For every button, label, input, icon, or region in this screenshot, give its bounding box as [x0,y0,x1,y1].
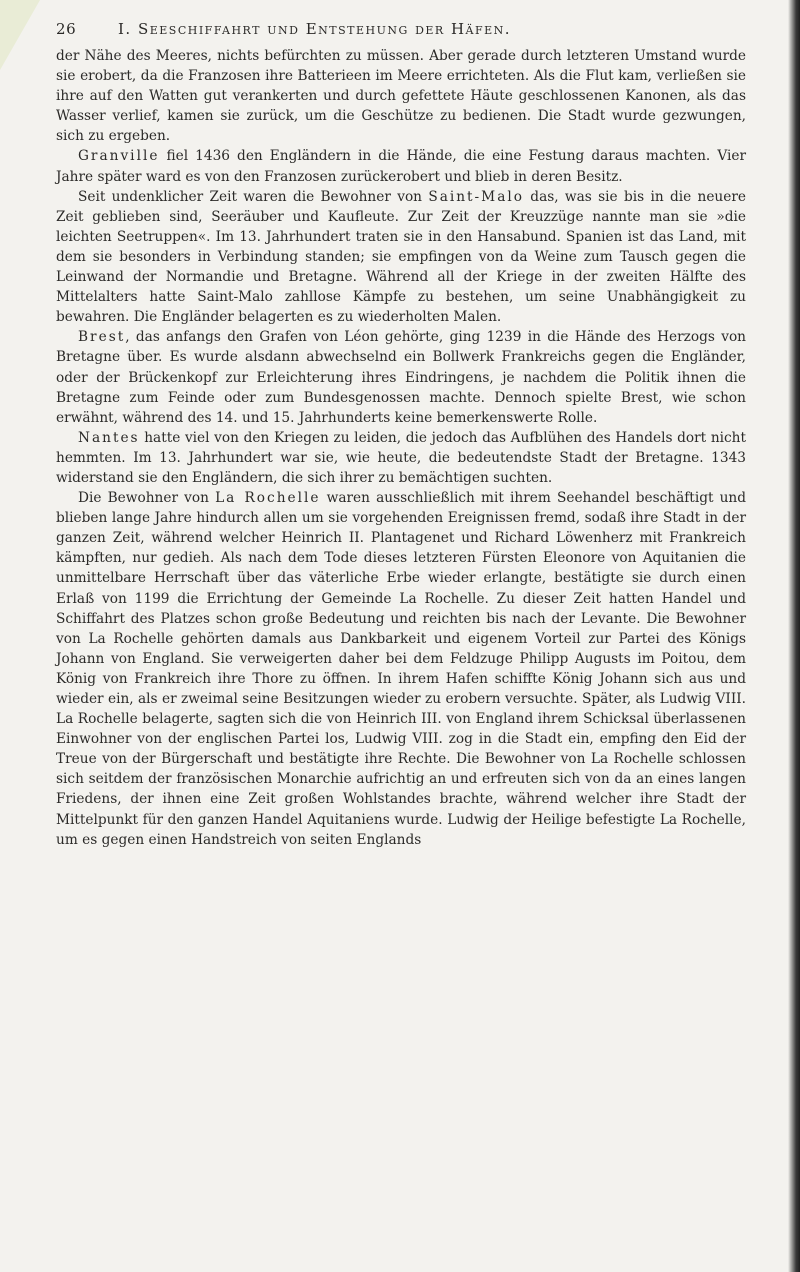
page-corner-tint [0,0,40,70]
place-name: Saint-Malo [428,188,524,205]
text-run: Die Bewohner von [78,490,216,507]
paragraph-p5 [56,428,746,488]
place-name: Nantes [78,429,140,446]
paragraph-p2 [56,146,746,186]
page-edge-shadow [788,0,800,1272]
text-run: Seit undenklicher Zeit waren die Bewohner von [78,188,429,205]
place-name: La Rochelle [215,490,321,507]
paragraph-p1 [56,46,746,146]
text-run: waren ausschließlich mit ihrem Seehandel beschäftigt und blieben lange Jahre hindurch allen um sie vorgehenden Ereignissen fremd, sodaß ihre Stadt in der ganzen Zeit, während welcher Heinrich II. Plantagenet und Richard Löwenherz mit Frankreich kämpften, nur gedieh. Als nach dem Tode dieses letzteren Fürsten Eleonore von Aquitanien die unmittelbare Herrschaft über das väterliche Erbe wieder erlangte, bestätigte sie durch einen Erlaß von 1199 die Errichtung der Gemeinde La Rochelle. Zu dieser Zeit hatten Handel und Schiffahrt des Platzes schon große Bedeutung und reichten bis nach der Levante. Die Bewohner von La Rochelle gehörten damals aus Dankbarkeit und eigenem Vorteil zur Partei des Königs Johann von England. Sie verweigerten daher bei dem Feldzuge Philipp Augusts im Poitou, dem König von Frankreich ihre Thore zu öffnen. In ihrem Hafen schiffte König Johann sich aus und wieder ein, als er zweimal seine Besitzungen wieder zu erobern versuchte. Später, als Ludwig VIII. La Rochelle belagerte, sagten sich die von Heinrich III. von England ihrem Schicksal überlassenen Einwohner von der englischen Partei los, Ludwig VIII. zog in die Stadt ein, empfing den Eid der Treue von der Bürgerschaft und bestätigte ihre Rechte. Die Bewohner von La Rochelle schlossen sich seitdem der französischen Monarchie aufrichtig an und erfreuten sich von da an eines langen Friedens, der ihnen eine Zeit großen Wohlstandes brachte, während welcher ihre Stadt der Mittelpunkt für den ganzen Handel Aquitaniens wurde. Ludwig der Heilige befestigte La Rochelle, um es gegen einen Handstreich von seiten Englands [56,490,746,848]
place-name: Brest [78,329,126,346]
running-title: I. Seeschiffahrt und Entstehung der Häfen. [118,20,512,38]
place-name: Granville [78,148,160,165]
text-run: das, was sie bis in die neuere Zeit geblieben sind, Seeräuber und Kaufleute. Zur Zeit der Kreuzzüge nannte man sie »die leichten Seetruppen«. Im 13. Jahrhundert traten sie in den Hansabund. Spanien ist das Land, mit dem sie besonders in Verbindung standen; sie empfingen von da Weine zum Tausch gegen die Leinwand der Normandie und Bretagne. Während all der Kriege in der zweiten Hälfte des Mittelalters hatte Saint-Malo zahllose Kämpfe zu bestehen, um seine Unabhängigkeit zu bewahren. Die Engländer belagerten es zu wiederholten Malen. [56,188,746,326]
text-run: der Nähe des Meeres, nichts befürchten zu müssen. Aber gerade durch letzteren Umstand wurde sie erobert, da die Franzosen ihre Batterieen im Meere errichteten. Als die Flut kam, verließen sie ihre auf den Watten gut verankerten und durch gefettete Häute geschlossenen Kanonen, als das Wasser verlief, kamen sie zurück, um die Geschütze zu bedienen. Die Stadt wurde gezwungen, sich zu ergeben. [56,48,746,145]
text-run: hatte viel von den Kriegen zu leiden, die jedoch das Aufblühen des Handels dort nicht hemmten. Im 13. Jahrhundert war sie, wie heute, die bedeutendste Stadt der Bretagne. 1343 widerstand sie den Engländern, die sich ihrer zu bemächtigen suchten. [56,429,746,486]
paragraph-p4 [56,327,746,427]
body-text [56,46,746,850]
paragraph-p6 [56,488,746,850]
paragraph-p3 [56,187,746,328]
running-header [56,10,746,40]
text-run: fiel 1436 den Engländern in die Hände, die eine Festung daraus machten. Vier Jahre später ward es von den Franzosen zurückerobert und blieb in deren Besitz. [56,148,746,185]
text-run: , das anfangs den Grafen von Léon gehörte, ging 1239 in die Hände des Herzogs von Bretagne über. Es wurde alsdann abwechselnd ein Bollwerk Frankreichs gegen die Engländer, oder der Brückenkopf zur Erleichterung ihres Eindringens, je nachdem die Politik ihnen die Bretagne zum Feinde oder zum Bundesgenossen machte. Dennoch spielte Brest, wie schon erwähnt, während des 14. und 15. Jahrhunderts keine bemerkenswerte Rolle. [56,329,746,426]
page-number: 26 [56,20,77,38]
